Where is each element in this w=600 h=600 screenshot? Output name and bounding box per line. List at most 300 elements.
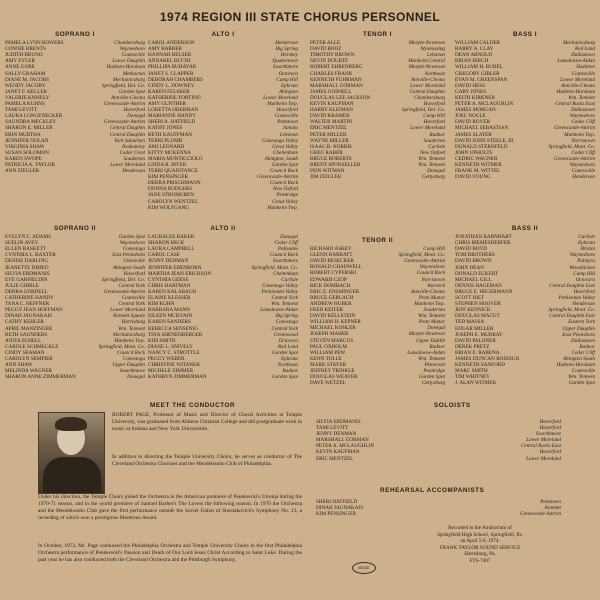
member-school: Coatesville	[571, 368, 595, 375]
alto2-column	[148, 226, 298, 380]
list-item	[310, 174, 445, 180]
member-name: DENNIS HAGEMAN	[455, 282, 502, 289]
member-name: ANITA SCHELL	[5, 337, 42, 344]
member-name: GREGORY GIBLER	[455, 70, 500, 77]
member-school: Penncrest	[424, 361, 445, 368]
member-name: SILVIA ERDMANIS	[316, 419, 361, 425]
member-school: Haverford	[423, 101, 445, 108]
member-name: KEITH KIRKNER	[455, 94, 495, 101]
member-name: WENDY JACOBY	[5, 82, 46, 89]
member-name: DAVID PALONER	[455, 337, 496, 344]
soprano2-column	[5, 226, 145, 380]
member-school: Great Valley	[272, 143, 298, 150]
member-school: Dallastown	[571, 52, 595, 59]
member-name: ISAAC B. NORRIS	[310, 143, 352, 150]
member-school: Lebanon	[426, 52, 445, 59]
member-school: Swarthmore	[272, 64, 298, 71]
member-name: KATHRYN ZIMMERMAN	[148, 374, 207, 381]
member-school: Lower Moreland	[410, 82, 445, 89]
member-name: DAVID BROWN	[455, 258, 492, 265]
member-name: ERIC MENTZEL	[310, 125, 348, 132]
member-name: BRENT SPONSELLER	[310, 161, 361, 168]
member-name: ERIC MENTZEL	[316, 455, 354, 462]
member-school: Donegal	[280, 234, 298, 241]
member-name: NEVIN DOURTE	[310, 58, 349, 65]
member-name: BARRY A. CLAY	[455, 46, 494, 53]
member-name: CONNIE BRENTS	[5, 46, 46, 53]
member-name: DAVID YOUNG	[455, 174, 491, 181]
member-school: Camp Hill	[276, 76, 298, 83]
member-name: DAVID JOHN STEELE, III	[455, 137, 514, 144]
member-school: Red Land	[574, 46, 595, 53]
member-school: Garden Spot	[118, 234, 145, 241]
member-name: EVAN M. GREENSPAN	[455, 76, 508, 83]
member-name: CHRIS HARTMAN	[148, 282, 191, 289]
member-name: KATHY JONES	[148, 125, 183, 132]
member-name: CHRISTINE WITANEK	[148, 362, 201, 369]
member-name: CATHERINE HANDY	[5, 295, 54, 302]
member-school: Lebanon	[279, 131, 298, 138]
member-name: KENNETH SANFORD	[455, 362, 506, 369]
member-school: Quakertown	[272, 58, 298, 65]
member-school: Haverford	[573, 288, 595, 295]
soloists-list	[316, 419, 561, 462]
member-school: Greenwood	[273, 331, 298, 338]
member-name: ANDREW HUBER	[310, 300, 352, 307]
member-school: Northeast	[424, 70, 445, 77]
member-school: Northeast	[277, 362, 298, 369]
member-school: Octorara	[278, 337, 298, 344]
member-school: Radnor	[579, 343, 595, 350]
member-school: Norristown	[421, 276, 445, 283]
member-school: Norristown	[571, 137, 595, 144]
tenor2-column	[310, 238, 445, 386]
member-school: Radnor	[282, 368, 298, 375]
member-name: DONALD STERNFELD	[455, 143, 508, 150]
member-name: EDGAR MILLER	[455, 325, 494, 332]
member-school: Kennett	[544, 505, 561, 512]
member-name: JOSEPH E. MURRAY	[455, 331, 503, 338]
member-name: LAURALEE BAKER	[148, 234, 195, 241]
member-school: Cheltenham	[272, 149, 298, 156]
member-name: CINDY SEAMAN	[5, 349, 45, 356]
member-school: Conestoga	[275, 319, 298, 326]
member-name: KIM KUHN	[148, 301, 175, 308]
member-name: JOHN DEAN	[455, 264, 484, 271]
member-school: Central Dauphin East	[549, 282, 595, 289]
member-name: CHRIS BIEMESDERFER	[455, 240, 511, 247]
member-name: JIM ZEIGLER	[310, 174, 342, 181]
member-school: Annville-Cleona	[561, 82, 595, 89]
member-name: DAVID BESECKER	[310, 258, 354, 265]
member-school: Mechanicsburg	[112, 331, 145, 338]
member-name: LAURA CAMPBELL	[148, 246, 195, 253]
member-school: Greencastle-Antrim	[103, 101, 145, 108]
list-item	[455, 380, 595, 386]
member-name: WILLIAM CALDER	[455, 40, 501, 47]
member-name: EILEEN MCILVAIN	[148, 313, 193, 320]
member-school: Manheim Twp.	[114, 337, 145, 344]
member-name: CYNTHIA GEESE	[148, 276, 189, 283]
recording-credits	[380, 525, 580, 565]
credits-line-6: FTS-7407	[469, 557, 491, 564]
member-school: Manheim Twp.	[564, 131, 595, 138]
member-name: MARK STAYER	[310, 361, 347, 368]
member-school: Lower Moreland	[110, 161, 145, 168]
member-school: Manheim Twp.	[267, 101, 298, 108]
member-school: Haverford	[123, 107, 145, 114]
member-school: Greencastle-Antrim	[103, 119, 145, 126]
member-school: Palisades	[277, 246, 298, 253]
member-school: Haverford	[123, 270, 145, 277]
member-school: Abington	[278, 88, 298, 95]
member-name: WALTER MARTIN	[310, 119, 353, 126]
member-school: Hatboro-Horsham	[556, 88, 595, 95]
member-school: Central Dauphin	[409, 88, 445, 95]
member-school: Council Rock	[269, 252, 298, 259]
member-name: DEBRA GORDELL	[5, 288, 48, 295]
member-name: DAVID ROYER	[455, 119, 490, 126]
member-name: ROBERT EHRENBERG	[310, 64, 363, 71]
member-school: Swarthmore	[272, 258, 298, 265]
member-school: Central York	[118, 282, 145, 289]
member-name: DAVID KRAMER	[310, 113, 350, 120]
member-name: MICHAEL GILL	[455, 276, 492, 283]
member-name: KEVIN KAUFMAN	[310, 101, 354, 108]
member-school: Swarthmore	[119, 368, 145, 375]
bass2-list	[455, 234, 595, 386]
member-name: ERIC E. ENSMINGER	[310, 288, 360, 295]
member-school: Wissahickon	[569, 264, 595, 271]
member-school: Chambersburg	[414, 94, 445, 101]
member-name: JEANETTE DIMEO	[5, 264, 49, 271]
member-name: SHARON ANNE ZIMMERMAN	[5, 374, 76, 381]
member-school: Central Dauphin	[109, 125, 145, 132]
member-school: Radnor	[429, 343, 445, 350]
member-name: JANET S. CLAPPER	[148, 70, 194, 77]
member-school: Ephrata	[280, 355, 298, 362]
member-school: Swarthmore	[535, 431, 561, 438]
member-name: TIMOTHY BROWN	[310, 52, 355, 59]
member-school: Unionville	[123, 258, 145, 265]
member-school: Gettysburg	[422, 174, 445, 181]
soloists-column	[316, 419, 561, 462]
tenor1-heading: TENOR I	[362, 31, 393, 38]
member-school: Springfield, Mont. Co.	[251, 264, 298, 271]
member-school: Perkiomen Valley	[261, 288, 298, 295]
alto1-column	[148, 32, 298, 211]
member-name: JENNIFER EDENBORN	[148, 264, 202, 271]
conductor-photo	[38, 412, 105, 494]
credits-line-5: Harrisburg, Pa.	[464, 551, 496, 558]
member-school: Waynesboro	[119, 240, 145, 247]
member-name: DEREK PRETZ	[455, 343, 490, 350]
alto1-heading: ALTO I	[211, 31, 235, 38]
member-name: STEPHEN HOOVER	[455, 301, 501, 308]
member-name: PAUL OXHOLM	[310, 343, 347, 350]
member-name: AMY EYLER	[5, 58, 35, 65]
member-name: JAMES GOSNELL	[310, 88, 352, 95]
label-logo: EDGE	[352, 562, 376, 574]
member-school: Cedar Cliff	[274, 240, 298, 247]
member-school: Council Rock	[416, 270, 445, 277]
member-name: MARSHALL GORMAN	[310, 82, 363, 89]
member-name: DOUGLAS MACUT	[455, 313, 500, 320]
member-name: KEVIN KAUFMAN	[316, 449, 360, 456]
member-school: Harrisburg	[121, 319, 145, 326]
member-name: MARIANNE HANDY	[148, 113, 196, 120]
member-name: MELINDA WAGNER	[5, 368, 53, 375]
member-school: Springfield, Del. Co.	[101, 82, 145, 89]
member-name: CAROLE SCHMECKLE	[5, 343, 59, 350]
member-school: Carlisle	[578, 234, 595, 241]
member-school: Greencastle-Antrim	[553, 155, 595, 162]
member-name: GREG RABER	[310, 149, 343, 156]
member-name: DAVID BOYD	[455, 246, 488, 253]
member-name: LORETTA OBERMAN	[148, 107, 199, 114]
page-title: 1974 REGION III STATE CHORUS PERSONNEL	[159, 10, 441, 24]
member-name: BRUCE E. HEGERMANN	[455, 288, 513, 295]
member-school: Abington South	[562, 355, 595, 362]
member-school: Central Bucks East	[520, 443, 561, 450]
member-name: MARSHALL GORMAN	[316, 437, 369, 444]
member-school: Carlisle	[281, 276, 298, 283]
member-name: CYNTHIA L. BAXTER	[5, 252, 56, 259]
member-name: WILLIAM H. KEPNER	[310, 319, 361, 326]
member-name: TANA C. HEFFNER	[5, 301, 50, 308]
member-name: WAYNE MILLER	[310, 137, 349, 144]
member-name: CAROL CASE	[148, 252, 180, 259]
member-name: TAMI LEVITT	[316, 425, 349, 432]
member-name: DIANE L. SNIVELY	[148, 343, 193, 350]
list-item	[316, 456, 561, 462]
member-name: JAMES DUNCAN RODISCH	[455, 355, 519, 362]
member-school: Manheim Twp.	[414, 300, 445, 307]
member-school: Greencastle-Antrim	[103, 288, 145, 295]
member-school: Waynesboro	[569, 161, 595, 168]
member-school: Mechanicsburg	[562, 40, 595, 47]
member-school: Kennett Square	[113, 313, 145, 320]
member-school: Wm. Tennent	[418, 355, 445, 362]
member-name: MICHAEL KOHLER	[310, 325, 356, 332]
member-school: Hatboro-Horsham	[106, 64, 145, 71]
member-school: Coatesville	[121, 295, 145, 302]
member-name: AMI LEONARD	[148, 143, 185, 150]
member-name: DONNA RODGERS	[148, 186, 192, 193]
member-school: Octorara	[575, 276, 595, 283]
member-school: Annville-Cleona	[111, 94, 145, 101]
member-name: BRUCE ROBERTS	[310, 155, 352, 162]
member-school: East Pennsboro	[562, 331, 595, 338]
member-name: JOHN UPHOLTS	[455, 149, 493, 156]
credits-line-4: FRANK TAYLOR SOUND SERVICE	[439, 544, 521, 551]
member-name: REBECCA SENSENIG	[148, 325, 199, 332]
member-school: Annville-Cleona	[411, 288, 445, 295]
member-school: Central York	[271, 295, 298, 302]
alto2-list	[148, 234, 298, 380]
member-school: Conestoga	[122, 355, 145, 362]
member-school: Cedar Cliff	[571, 149, 595, 156]
member-name: EVELYN C. ADAMS	[5, 234, 52, 241]
member-school: Big Spring	[275, 46, 298, 53]
member-school: Coatesville	[571, 168, 595, 175]
member-name: DAVID HESS	[455, 82, 486, 89]
member-school: Souderton	[123, 155, 145, 162]
member-name: BETH SAUNDERS	[5, 331, 48, 338]
member-school: Greencastle-Antrim	[403, 258, 445, 265]
member-school: Pottstown	[540, 499, 561, 505]
member-name: CHARLES FRANK	[310, 70, 353, 77]
member-name: RICHARD ASKEY	[310, 246, 352, 253]
member-school: Waynesboro	[569, 252, 595, 259]
member-school: Penn Manor	[418, 294, 445, 301]
member-school: Henderson	[572, 301, 595, 308]
member-school: Waynesboro	[569, 113, 595, 120]
member-school: Lower Moreland	[526, 455, 561, 462]
credits-line-3: on April 5-6, 1974.	[460, 538, 500, 545]
member-school: Manheim Central	[408, 58, 445, 65]
soprano1-list	[5, 40, 145, 174]
member-name: JENNY DENMAN	[316, 431, 357, 438]
alto1-list	[148, 40, 298, 211]
member-name: GLENN BARRATT	[310, 252, 353, 259]
member-school: Central Dauphin	[109, 131, 145, 138]
member-school: Cheltenham	[272, 270, 298, 277]
member-name: KAREN FELSKER	[148, 88, 190, 95]
member-name: CAROLYN SEMPIER	[5, 355, 53, 362]
member-school: Springfield, Mont. Co.	[98, 343, 145, 350]
member-school: Council Rock	[269, 180, 298, 187]
member-school: Wm. Tennent	[118, 325, 145, 332]
conductor-heading: MEET THE CONDUCTOR	[150, 402, 236, 409]
member-name: KENNETH FUHRMAN	[310, 76, 362, 83]
member-name: CEDRIC WAGNER	[455, 155, 498, 162]
member-school: Cedar Cliff	[571, 119, 595, 126]
member-name: LINDA R. MYER	[148, 161, 187, 168]
member-school: Central Bucks East	[554, 101, 595, 108]
member-name: ANNE GORE	[5, 64, 35, 71]
member-name: JUDITH BRUNO	[5, 52, 43, 59]
conductor-para-3: Under his direction, the Temple Choirs joined the Orchestra in the American premiere of Penderecki's Utrenja during the 1970-71 season, and in the world premiere of Samuel Barber's The Lovers the following season. In 1970 the Orchestra and the Mendelssohn Club gave the first performance outside the Soviet Union of Shostakovich's Symphony No. 13, a recording of which won a prestigious Montreux Award.	[38, 494, 302, 521]
member-name: BARBARA MANN	[148, 307, 190, 314]
member-school: Waynesboro	[419, 264, 445, 271]
member-school: Neshaminy	[121, 143, 145, 150]
member-school: Pennridge	[276, 192, 298, 199]
member-school: Springfield, Del. Co.	[401, 107, 445, 114]
member-name: PETER A. MCLAUGHLIN	[316, 443, 375, 450]
alto2-heading: ALTO II	[210, 225, 236, 232]
member-name: DOUGLAS WEAVER	[310, 374, 358, 381]
member-school: Manheim Twp.	[267, 204, 298, 211]
member-school: Springfield, Mont. Co.	[548, 307, 595, 314]
member-name: JEFF KENNICK	[455, 307, 491, 314]
member-name: JOSEPH MAHER	[310, 331, 349, 338]
soprano1-heading: SOPRANO I	[55, 31, 95, 38]
member-school: New Oxford	[272, 186, 298, 193]
accompanists-column	[316, 499, 561, 517]
member-name: JANET F. KELLER	[5, 88, 47, 95]
member-school: Souderton	[423, 137, 445, 144]
member-name: SCOTT HILT	[455, 295, 484, 302]
member-school: Upper Dublin	[416, 337, 445, 344]
member-school: Warwick	[427, 282, 445, 289]
member-school: Garden Spot	[568, 380, 595, 387]
member-name: JENNY DENMAN	[148, 258, 189, 265]
member-name: DAVID BOOZ	[310, 46, 342, 53]
member-name: AMY BARBER	[148, 46, 182, 53]
member-school: Donegal	[127, 113, 145, 120]
member-school: Mechanicsburg	[112, 76, 145, 83]
member-school: Upper Dauphin	[562, 325, 595, 332]
member-school: Upper Dauphin	[112, 362, 145, 369]
member-school: Abington South	[112, 264, 145, 271]
member-name: TOM BROTHERS	[455, 252, 495, 259]
member-name: JAMES SLATER	[455, 131, 492, 138]
member-school: Lower Moreland	[410, 125, 445, 132]
member-school: Garden Spot	[271, 374, 298, 381]
member-school: Donegal	[427, 325, 445, 332]
member-name: MICHELE ZIMMER	[148, 368, 194, 375]
member-school: Bristol	[580, 246, 595, 253]
soloists-heading: SOLOISTS	[434, 402, 471, 409]
member-name: TERRI QUAINTANCE	[148, 168, 198, 175]
member-name: JENNIFER NOLAN	[5, 137, 49, 144]
member-school: Lower Dauphin	[112, 58, 145, 65]
member-name: SAUNDRA MECKLEY	[5, 119, 57, 126]
list-item	[148, 205, 298, 211]
member-name: WILLIAM H. BUBEL	[455, 64, 503, 71]
member-school: Council Rock	[269, 168, 298, 175]
member-school: Cedar Cliff	[571, 349, 595, 356]
member-name: ELLEN BASKETT	[5, 246, 47, 253]
member-name: PAMELA LYNN BOWERS	[5, 40, 64, 47]
member-name: JAMES MORGAN	[455, 107, 496, 114]
member-school: Central York	[271, 325, 298, 332]
member-school: Carlisle	[428, 143, 445, 150]
member-name: KIM PENSINGER	[148, 174, 188, 181]
member-school: Lansdowne-Aldan	[260, 307, 298, 314]
member-school: Lansdowne-Aldan	[407, 349, 445, 356]
tenor1-column	[310, 32, 445, 180]
member-name: MARIA MONTICCIOLO	[148, 155, 203, 162]
member-name: AMY GUNTHER	[148, 101, 186, 108]
member-school: Council Rock	[116, 349, 145, 356]
member-name: CAROL ANDERSON	[148, 40, 195, 47]
member-school: Garden Spot	[271, 161, 298, 168]
member-school: Ephrata	[280, 82, 298, 89]
member-school: Conestoga Valley	[261, 137, 298, 144]
member-school: Coatesville	[274, 113, 298, 120]
member-school: Garden Spot	[271, 349, 298, 356]
member-name: DON WITMAN	[310, 168, 345, 175]
member-name: PATRICIA A. TAYLOR	[5, 161, 55, 168]
tenor2-list	[310, 246, 445, 386]
member-name: JEFFREY TRINKLE	[310, 367, 355, 374]
member-name: EVE GARFIELDIN	[5, 276, 48, 283]
member-school: Lower Moreland	[526, 437, 561, 444]
member-school: Central York	[118, 301, 145, 308]
member-school: Garden Spot	[118, 88, 145, 95]
list-item	[455, 174, 595, 180]
bass1-column	[455, 32, 595, 180]
conductor-para-2: In addition to directing the Temple University Choirs, he serves as conductor of The Cleveland Orchestra Choruses and the Mendelssohn Club of Philadelphia.	[112, 454, 302, 467]
bass1-list	[455, 40, 595, 180]
member-school: Methacton	[122, 70, 145, 77]
list-item	[316, 511, 561, 517]
member-name: MICHAEL SEBASTIAN	[455, 125, 509, 132]
member-school: Donegal	[427, 168, 445, 175]
member-name: HANNAH BELSER	[148, 52, 192, 59]
